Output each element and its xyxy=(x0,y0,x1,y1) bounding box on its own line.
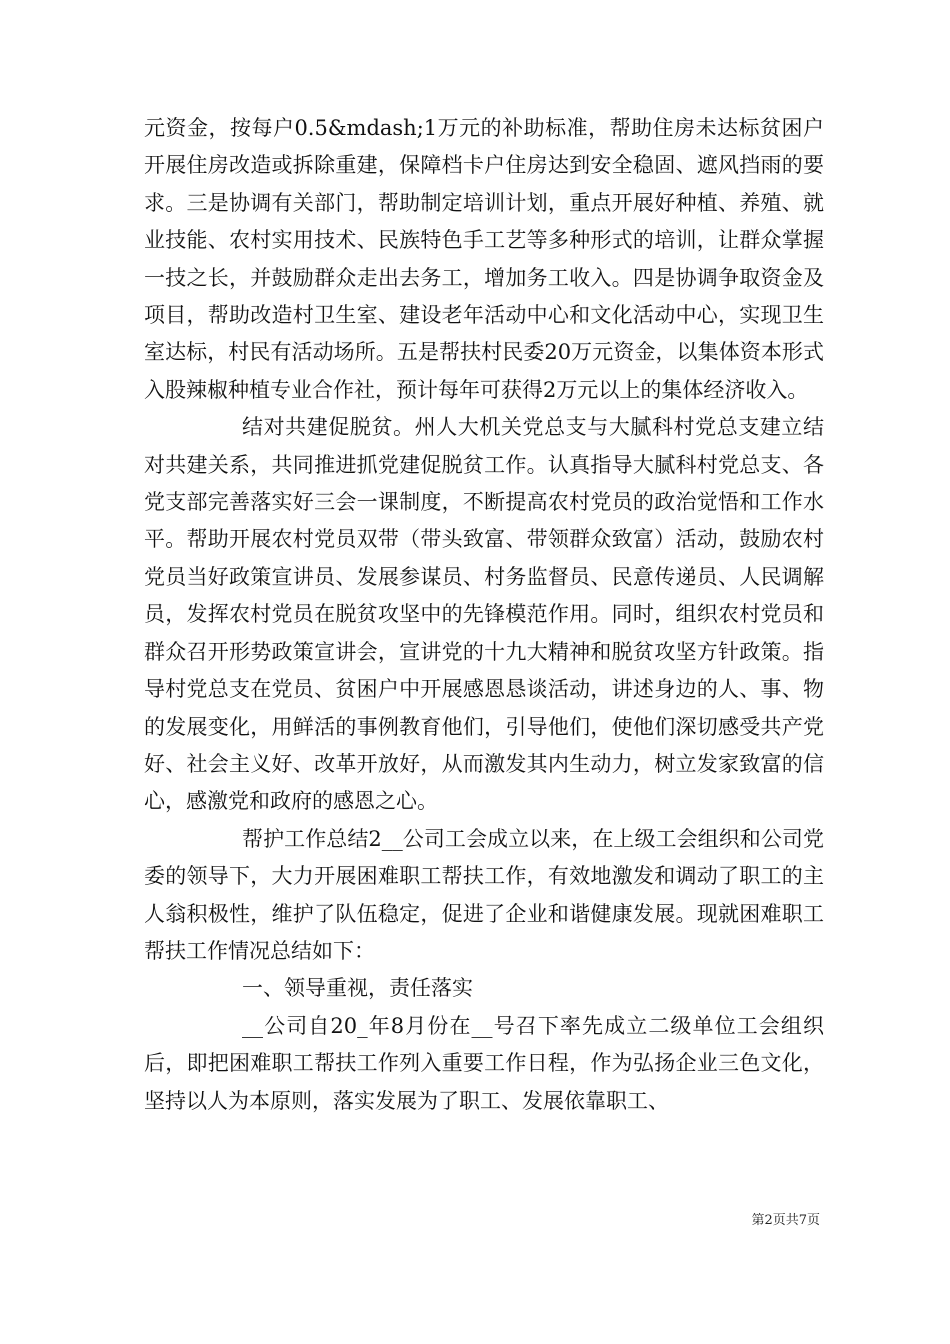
paragraph-section-body: __公司自20_年8月份在__号召下率先成立二级单位工会组织后，即把困难职工帮扶工作列入重要工作日程，作为弘扬企业三色文化，坚持以人为本原则，落实发展为了职工、发展依靠职工、 xyxy=(144,1013,824,1113)
document-body xyxy=(144,110,824,1120)
paragraph-continued: 元资金，按每户0.5&mdash;1万元的补助标准，帮助住房未达标贫困户开展住房改造或拆除重建，保障档卡户住房达到安全稳固、遮风挡雨的要求。三是协调有关部门，帮助制定培训计划，重点开展好种植、养殖、就业技能、农村实用技术、民族特色手工艺等多种形式的培训，让群众掌握一技之长，并鼓励群众走出去务工，增加务工收入。四是协调争取资金及项目，帮助改造村卫生室、建设老年活动中心和文化活动中心，实现卫生室达标，村民有活动场所。五是帮扶村民委20万元资金，以集体资本形式入股辣椒种植专业合作社，预计每年可获得2万元以上的集体经济收入。 xyxy=(144,116,824,402)
paragraph-pairing-construction: 结对共建促脱贫。州人大机关党总支与大腻科村党总支建立结对共建关系，共同推进抓党建促脱贫工作。认真指导大腻科村党总支、各党支部完善落实好三会一课制度，不断提高农村党员的政治觉悟和工作水平。帮助开展农村党员双带（带头致富、带领群众致富）活动，鼓励农村党员当好政策宣讲员、发展参谋员、村务监督员、民意传递员、人民调解员，发挥农村党员在脱贫攻坚中的先锋模范作用。同时，组织农村党员和群众召开形势政策宣讲会，宣讲党的十九大精神和脱贫攻坚方针政策。指导村党总支在党员、贫困户中开展感恩恳谈活动，讲述身边的人、事、物的发展变化，用鲜活的事例教育他们，引导他们，使他们深切感受共产党好、社会主义好、改革开放好，从而激发其内生动力，树立发家致富的信心，感激党和政府的感恩之心。 xyxy=(144,415,824,814)
page-number-footer: 第2页共7页 xyxy=(751,1213,820,1228)
paragraph-summary-intro: 帮护工作总结2__公司工会成立以来，在上级工会组织和公司党委的领导下，大力开展困难职工帮扶工作，有效地激发和调动了职工的主人翁积极性，维护了队伍稳定，促进了企业和谐健康发展。现就困难职工帮扶工作情况总结如下： xyxy=(144,826,824,963)
section-heading: 一、领导重视，责任落实 xyxy=(242,976,473,1001)
